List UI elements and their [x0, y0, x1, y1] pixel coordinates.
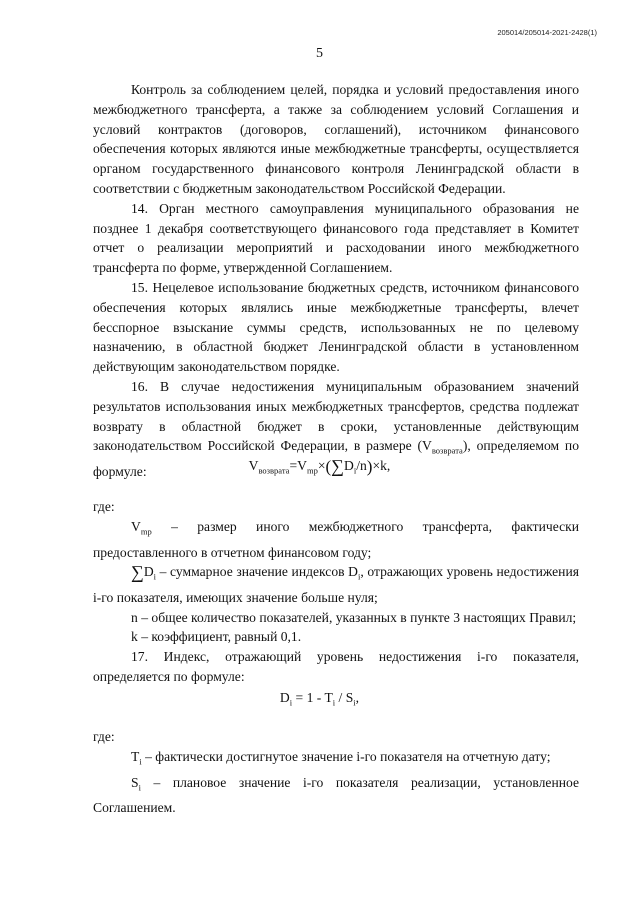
definition-si: $S_i$ – плановое значение i-го показателя реализации, установленное Соглашением. [93, 774, 579, 816]
paragraph-17: 17. Индекс, отражающий уровень недостижения i-го показателя, определяется по формуле: [93, 649, 579, 685]
definition-ti: $T_i$ – фактически достигнутое значение i-го показателя на отчетную дату; [131, 749, 551, 767]
main-text-block [93, 80, 579, 482]
paragraph-14: 14. Орган местного самоуправления муниципального образования не позднее 1 декабря соответствующего финансового года представляет в Комитет отчет о реализации мероприятий и расходовании иного межбюджетного трансферта по форме, утвержденной Соглашением. [93, 200, 579, 276]
formula-index: $D_i = 1 - T_i / S_i$, [279, 690, 360, 708]
where-label-2: где: [93, 729, 115, 744]
document-code: 205014/205014-2021-2428(1) [497, 28, 597, 37]
definition-sum-di: $\sum D_i$ – суммарное значение индексов $D_i$, отражающих уровень недостижения i-го показателя, имеющих значение больше нуля; [93, 562, 579, 605]
definition-k: k – коэффициент, равный 0,1. [131, 629, 302, 645]
page-number: 5 [316, 46, 323, 61]
definition-n: n – общее количество показателей, указанных в пункте 3 настоящих Правил; [131, 609, 577, 625]
definitions-block-2 [93, 747, 579, 818]
definition-vmp: $V_{mp}$ – размер иного межбюджетного трансферта, фактически предоставленного в отчетном финансовом году; [93, 519, 579, 560]
paragraph-16: 16. В случае недостижения муниципальным образованием значений результатов использования иных межбюджетных трансфертов, средства подлежат возврату в областной бюджет в сроки, установленные действующим законодательством Российской Федерации, в размере $(V_{возврата})$, определяемом по формуле: [93, 378, 579, 479]
where-label-1: где: [93, 499, 115, 514]
paragraph-15: 15. Нецелевое использование бюджетных средств, источником финансового обеспечения которых являлись иные межбюджетные трансферты, влечет бесспорное взыскание суммы средств, использованных не по целевому назначению, в областной бюджет Ленинградской области в установленном действующим законодательством порядке. [93, 279, 579, 375]
formula-return-amount: $V_{возврата}=V_{mp}\times(\sum D_i/n)\times k$, [248, 456, 391, 476]
definitions-block-1 [93, 517, 579, 687]
paragraph: Контроль за соблюдением целей, порядка и условий предоставления иного межбюджетного трансферта, а также за соблюдением условий Соглашения и условий контрактов (договоров, соглашений), источником финансового обеспечения которых являются иные межбюджетные трансферты, осуществляется органом государственного финансового контроля Ленинградской области в соответствии с бюджетным законодательством Российской Федерации. [93, 82, 579, 196]
